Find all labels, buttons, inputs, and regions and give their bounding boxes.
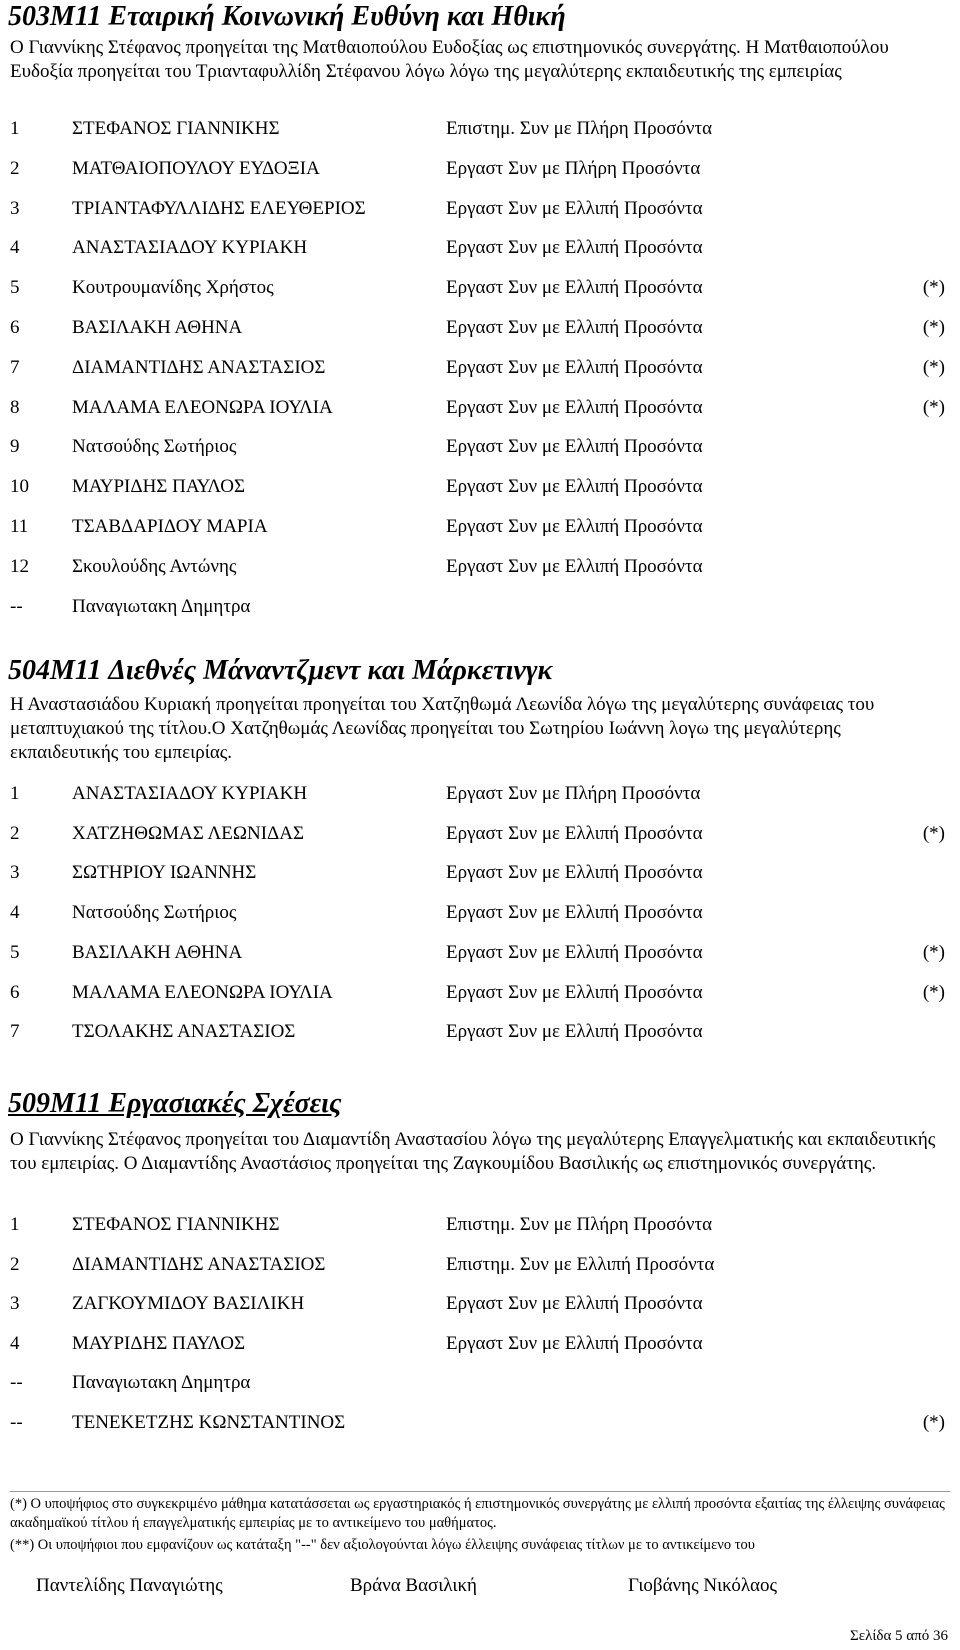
section-title: 503M11 Εταιρική Κοινωνική Ευθύνη και Ηθική	[8, 1, 566, 32]
qualification-type: Εργαστ Συν με Ελλιπή Προσόντα	[446, 357, 703, 378]
qualification-type: Εργαστ Συν με Ελλιπή Προσόντα	[446, 397, 703, 418]
note-marker: (*)	[922, 823, 945, 844]
qualification-type: Εργαστ Συν με Ελλιπή Προσόντα	[446, 436, 703, 457]
note-marker: (*)	[922, 397, 945, 418]
rank-number: 10	[10, 476, 29, 497]
qualification-type: Εργαστ Συν με Ελλιπή Προσόντα	[446, 1021, 703, 1042]
candidate-name: ΤΣΑΒΔΑΡΙΔΟΥ ΜΑΡΙΑ	[72, 516, 268, 537]
list-item	[10, 1253, 945, 1277]
list-item	[10, 941, 945, 965]
candidate-name: ΤΕΝΕΚΕΤΖΗΣ ΚΩΝΣΤΑΝΤΙΝΟΣ	[72, 1412, 346, 1433]
list-item	[10, 197, 945, 221]
candidate-name: ΤΡΙΑΝΤΑΦΥΛΛΙΔΗΣ ΕΛΕΥΘΕΡΙΟΣ	[72, 198, 366, 219]
note-marker: (*)	[922, 942, 945, 963]
signature-name: Γιοβάνης Νικόλαος	[628, 1575, 778, 1596]
list-item	[10, 356, 945, 380]
note-marker: (*)	[922, 982, 945, 1003]
qualification-type: Εργαστ Συν με Ελλιπή Προσόντα	[446, 1293, 703, 1314]
candidate-name: ΜΑΥΡΙΔΗΣ ΠΑΥΛΟΣ	[72, 1333, 246, 1354]
list-item	[10, 901, 945, 925]
candidate-name: ΧΑΤΖΗΘΩΜΑΣ ΛΕΩΝΙΔΑΣ	[72, 823, 305, 844]
qualification-type: Επιστημ. Συν με Πλήρη Προσόντα	[446, 118, 713, 139]
list-item	[10, 117, 945, 141]
rank-number: 5	[10, 942, 20, 963]
qualification-type: Επιστημ. Συν με Ελλιπή Προσόντα	[446, 1254, 715, 1275]
qualification-type: Εργαστ Συν με Πλήρη Προσόντα	[446, 158, 701, 179]
rank-number: 6	[10, 317, 20, 338]
page-number: Σελίδα 5 από 36	[850, 1628, 948, 1644]
list-item	[10, 595, 945, 619]
list-item	[10, 316, 945, 340]
rank-number: 2	[10, 1254, 20, 1275]
candidate-name: Κουτρουμανίδης Χρήστος	[72, 277, 274, 298]
candidate-name: ΜΑΛΑΜΑ ΕΛΕΟΝΩΡΑ ΙΟΥΛΙΑ	[72, 397, 333, 418]
qualification-type: Εργαστ Συν με Ελλιπή Προσόντα	[446, 942, 703, 963]
rank-number: 3	[10, 198, 20, 219]
candidate-name: ΒΑΣΙΛΑΚΗ ΑΘΗΝΑ	[72, 317, 243, 338]
note-marker: (*)	[922, 1412, 945, 1433]
section-intro: Ο Γιαννίκης Στέφανος προηγείται της Ματθαιοπούλου Ευδοξίας ως επιστημονικός συνεργάτης. Η Ματθαιοπούλου Ευδοξία προηγείται του Τριανταφυλλίδη Στέφανου λόγω λόγω της μεγαλύτερης εκπαιδευτικής της εμπειρίας	[10, 37, 889, 82]
rank-number: 1	[10, 118, 20, 139]
rank-number: 9	[10, 436, 20, 457]
section-intro: Η Αναστασιάδου Κυριακή προηγείται προηγείται του Χατζηθωμά Λεωνίδα λόγω της μεγαλύτερης συνάφειας του μεταπτυχιακού της τίτλου.Ο Χατζηθωμάς Λεωνίδας προηγείται του Σωτηρίου Ιωάννη λογω της μεγαλύτερης εκπαιδευτικής του εμπειρίας.	[10, 694, 875, 763]
qualification-type: Εργαστ Συν με Ελλιπή Προσόντα	[446, 198, 703, 219]
candidate-name: ΤΣΟΛΑΚΗΣ ΑΝΑΣΤΑΣΙΟΣ	[72, 1021, 296, 1042]
candidate-name: ΒΑΣΙΛΑΚΗ ΑΘΗΝΑ	[72, 942, 243, 963]
rank-number: 1	[10, 783, 20, 804]
list-item	[10, 157, 945, 181]
rank-number: 5	[10, 277, 20, 298]
list-item	[10, 435, 945, 459]
candidate-name: ΑΝΑΣΤΑΣΙΑΔΟΥ ΚΥΡΙΑΚΗ	[72, 237, 308, 258]
footnote-divider	[10, 1491, 950, 1492]
list-item	[10, 515, 945, 539]
qualification-type: Εργαστ Συν με Ελλιπή Προσόντα	[446, 556, 703, 577]
candidate-name: ΜΑΛΑΜΑ ΕΛΕΟΝΩΡΑ ΙΟΥΛΙΑ	[72, 982, 333, 1003]
rank-number: 8	[10, 397, 20, 418]
candidate-name: ΜΑΤΘΑΙΟΠΟΥΛΟΥ ΕΥΔΟΞΙΑ	[72, 158, 320, 179]
rank-number: 2	[10, 158, 20, 179]
list-item	[10, 236, 945, 260]
qualification-type: Εργαστ Συν με Ελλιπή Προσόντα	[446, 237, 703, 258]
rank-number: 4	[10, 902, 20, 923]
list-item	[10, 1020, 945, 1044]
rank-number: --	[10, 1372, 23, 1393]
qualification-type: Επιστημ. Συν με Πλήρη Προσόντα	[446, 1214, 713, 1235]
footnote: (**) Οι υποψήφιοι που εμφανίζουν ως κατάταξη "--" δεν αξιολογούνται λόγω έλλειψης συνάφειας τίτλων με το αντικείμενο του	[10, 1537, 755, 1553]
candidate-name: ΣΤΕΦΑΝΟΣ ΓΙΑΝΝΙΚΗΣ	[72, 1214, 280, 1235]
signature-name: Παντελίδης Παναγιώτης	[36, 1575, 223, 1596]
rank-number: 12	[10, 556, 29, 577]
list-item	[10, 782, 945, 806]
section-intro: Ο Γιαννίκης Στέφανος προηγείται του Διαμαντίδη Αναστασίου λόγω της μεγαλύτερης Επαγγελματικής και εκπαιδευτικής του εμπειρίας. Ο Διαμαντίδης Αναστάσιος προηγείται της Ζαγκουμίδου Βασιλικής ως επιστημονικός συνεργάτης.	[10, 1129, 936, 1174]
rank-number: 11	[10, 516, 29, 537]
rank-number: 1	[10, 1214, 20, 1235]
list-item	[10, 1213, 945, 1237]
rank-number: 3	[10, 862, 20, 883]
candidate-name: ΔΙΑΜΑΝΤΙΔΗΣ ΑΝΑΣΤΑΣΙΟΣ	[72, 357, 326, 378]
candidate-name: ΣΩΤΗΡΙΟΥ ΙΩΑΝΝΗΣ	[72, 862, 257, 883]
rank-number: 7	[10, 357, 20, 378]
list-item	[10, 1411, 945, 1435]
signature-name: Βράνα Βασιλική	[350, 1575, 477, 1596]
rank-number: --	[10, 1412, 23, 1433]
list-item	[10, 981, 945, 1005]
candidate-name: Νατσούδης Σωτήριος	[72, 902, 237, 923]
qualification-type: Εργαστ Συν με Ελλιπή Προσόντα	[446, 476, 703, 497]
candidate-name: ΜΑΥΡΙΔΗΣ ΠΑΥΛΟΣ	[72, 476, 246, 497]
qualification-type: Εργαστ Συν με Ελλιπή Προσόντα	[446, 902, 703, 923]
rank-number: 4	[10, 1333, 20, 1354]
candidate-name: ΑΝΑΣΤΑΣΙΑΔΟΥ ΚΥΡΙΑΚΗ	[72, 783, 308, 804]
footnote: (*) Ο υποψήφιος στο συγκεκριμένο μάθημα κατατάσσεται ως εργαστηριακός ή επιστημονικός συνεργάτης με ελλιπή προσόντα εξαιτίας της έλλειψης συνάφειας ακαδημαϊκού τίτλου ή επαγγελματικής εμπειρίας με το αντικείμενο του μαθήματος.	[10, 1496, 945, 1531]
rank-number: 2	[10, 823, 20, 844]
qualification-type: Εργαστ Συν με Ελλιπή Προσόντα	[446, 823, 703, 844]
rank-number: 3	[10, 1293, 20, 1314]
list-item	[10, 396, 945, 420]
list-item	[10, 475, 945, 499]
qualification-type: Εργαστ Συν με Ελλιπή Προσόντα	[446, 862, 703, 883]
note-marker: (*)	[922, 357, 945, 378]
qualification-type: Εργαστ Συν με Ελλιπή Προσόντα	[446, 317, 703, 338]
qualification-type: Εργαστ Συν με Ελλιπή Προσόντα	[446, 982, 703, 1003]
note-marker: (*)	[922, 277, 945, 298]
candidate-name: ΣΤΕΦΑΝΟΣ ΓΙΑΝΝΙΚΗΣ	[72, 118, 280, 139]
list-item	[10, 1371, 945, 1395]
rank-number: 4	[10, 237, 20, 258]
list-item	[10, 1292, 945, 1316]
candidate-name: Νατσούδης Σωτήριος	[72, 436, 237, 457]
rank-number: 7	[10, 1021, 20, 1042]
qualification-type: Εργαστ Συν με Ελλιπή Προσόντα	[446, 516, 703, 537]
section-title: 509M11 Εργασιακές Σχέσεις	[8, 1088, 342, 1119]
list-item	[10, 276, 945, 300]
candidate-name: Παναγιωτακη Δημητρα	[72, 596, 251, 617]
list-item	[10, 1332, 945, 1356]
qualification-type: Εργαστ Συν με Ελλιπή Προσόντα	[446, 277, 703, 298]
rank-number: 6	[10, 982, 20, 1003]
rank-number: --	[10, 596, 23, 617]
note-marker: (*)	[922, 317, 945, 338]
qualification-type: Εργαστ Συν με Ελλιπή Προσόντα	[446, 1333, 703, 1354]
list-item	[10, 861, 945, 885]
candidate-name: ΖΑΓΚΟΥΜΙΔΟΥ ΒΑΣΙΛΙΚΗ	[72, 1293, 305, 1314]
candidate-name: Σκουλούδης Αντώνης	[72, 556, 237, 577]
qualification-type: Εργαστ Συν με Πλήρη Προσόντα	[446, 783, 701, 804]
candidate-name: ΔΙΑΜΑΝΤΙΔΗΣ ΑΝΑΣΤΑΣΙΟΣ	[72, 1254, 326, 1275]
list-item	[10, 822, 945, 846]
list-item	[10, 555, 945, 579]
section-title: 504M11 Διεθνές Μάναντζμεντ και Μάρκετινγκ	[8, 655, 553, 686]
candidate-name: Παναγιωτακη Δημητρα	[72, 1372, 251, 1393]
